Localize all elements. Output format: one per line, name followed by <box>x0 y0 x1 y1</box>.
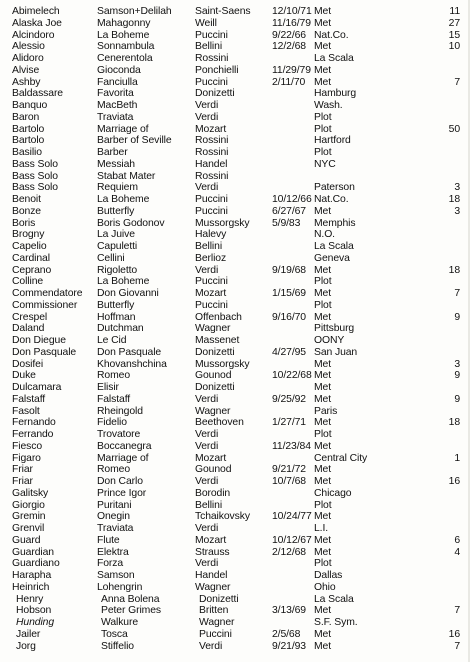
venue: Nat.Co. <box>314 29 349 41</box>
opera-title: Messiah <box>97 158 135 170</box>
opera-title: MacBeth <box>97 100 138 111</box>
composer: Mussorgsky <box>195 358 250 370</box>
composer: Massenet <box>195 335 240 346</box>
composer: Verdi <box>195 100 219 111</box>
venue: Met <box>314 417 332 429</box>
composer: Borodin <box>195 487 231 499</box>
composer: Wagner <box>195 581 231 593</box>
performance-date: 9/25/92 <box>272 393 306 405</box>
performance-date: 10/24/77 <box>272 511 312 523</box>
venue: La Scala <box>314 241 354 252</box>
opera-title: Tosca <box>101 628 128 640</box>
role-name: Basilio <box>12 147 42 158</box>
role-name: Grenvil <box>12 523 45 534</box>
opera-title: Romeo <box>97 370 130 382</box>
composer: Verdi <box>195 182 219 194</box>
composer: Beethoven <box>195 417 244 429</box>
opera-title: Le Cid <box>97 335 127 346</box>
performance-date: 5/9/83 <box>272 217 301 229</box>
role-name: Jailer <box>16 628 41 640</box>
role-name: Alessio <box>12 41 45 53</box>
performance-date: 10/7/68 <box>272 476 306 487</box>
role-name: Baron <box>12 111 40 123</box>
composer: Rossini <box>195 135 229 147</box>
role-name: Alaska Joe <box>12 17 62 29</box>
role-name: Fernando <box>12 417 56 429</box>
performance-count: 7 <box>454 640 460 652</box>
opera-title: Elektra <box>97 546 129 558</box>
venue: Nat.Co. <box>314 194 349 205</box>
venue: Plot <box>314 429 332 440</box>
opera-title: Fanciulla <box>97 76 138 88</box>
composer: Verdi <box>195 429 219 440</box>
venue: Met <box>314 311 332 323</box>
performance-date: 2/11/70 <box>272 76 306 88</box>
role-name: Boris <box>12 217 36 229</box>
role-name: Colline <box>12 276 44 288</box>
table-row <box>0 640 470 654</box>
opera-title: Gioconda <box>97 64 141 76</box>
venue: Met <box>314 393 332 405</box>
role-name: Cardinal <box>12 252 50 264</box>
performance-date: 12/10/71 <box>272 6 312 17</box>
role-name: Banquo <box>12 100 48 111</box>
role-name: Don Diegue <box>12 335 66 346</box>
role-name: Ferrando <box>12 429 54 440</box>
role-name: Friar <box>12 464 33 476</box>
opera-title: Butterfly <box>97 299 135 311</box>
role-name: Henry <box>16 593 44 605</box>
role-name: Heinrich <box>12 581 50 593</box>
venue: Plot <box>314 499 332 511</box>
venue: Met <box>314 628 332 640</box>
performance-count: 18 <box>448 194 460 205</box>
performance-count: 3 <box>454 358 460 370</box>
composer: Weill <box>195 17 217 29</box>
opera-title: Marriage of <box>97 123 149 135</box>
venue: Ohio <box>314 581 336 593</box>
role-name: Hunding <box>16 617 55 628</box>
composer: Donizetti <box>195 88 235 100</box>
role-name: Gremin <box>12 511 46 523</box>
venue: Met <box>314 41 332 53</box>
role-name: Fasolt <box>12 405 40 417</box>
opera-title: Peter Grimes <box>101 605 162 617</box>
venue: Met <box>314 640 332 652</box>
performance-count: 4 <box>454 546 460 558</box>
opera-title: Mahagonny <box>97 17 151 29</box>
role-name: Bartolo <box>12 123 45 135</box>
composer: Donizetti <box>199 593 239 605</box>
performance-date: 1/27/71 <box>272 417 306 429</box>
opera-title: Forza <box>97 558 124 570</box>
performance-date: 10/22/68 <box>272 370 312 382</box>
opera-title: Requiem <box>97 182 138 194</box>
venue: La Scala <box>314 593 354 605</box>
performance-date: 2/12/68 <box>272 546 306 558</box>
composer: Verdi <box>195 558 219 570</box>
venue: Met <box>314 440 332 452</box>
performance-count: 7 <box>454 288 460 299</box>
venue: NYC <box>314 158 336 170</box>
venue: Met <box>314 288 332 299</box>
opera-title: Samson+Delilah <box>97 6 172 17</box>
opera-title: Favorita <box>97 88 134 100</box>
opera-title: Anna Bolena <box>101 593 160 605</box>
composer: Verdi <box>195 476 219 487</box>
role-name: Alidoro <box>12 53 44 64</box>
opera-title: Don Carlo <box>97 476 143 487</box>
role-name: Alvise <box>12 64 40 76</box>
composer: Offenbach <box>195 311 242 323</box>
role-name: Dulcamara <box>12 382 62 393</box>
opera-title: Stabat Mater <box>97 170 156 182</box>
composer: Verdi <box>195 523 219 534</box>
venue: La Scala <box>314 53 354 64</box>
performance-count: 6 <box>454 534 460 546</box>
venue: Met <box>314 464 332 476</box>
opera-title: Traviata <box>97 111 134 123</box>
venue: Paterson <box>314 182 355 194</box>
composer: Puccini <box>195 29 228 41</box>
opera-title: Cenerentola <box>97 53 153 64</box>
role-name: Figaro <box>12 452 41 464</box>
performance-count: 1 <box>454 452 460 464</box>
role-name: Benoit <box>12 194 41 205</box>
role-name: Capelio <box>12 241 47 252</box>
role-name: Falstaff <box>12 393 46 405</box>
performance-count: 9 <box>454 370 460 382</box>
opera-title: Elisir <box>97 382 119 393</box>
opera-title: Lohengrin <box>97 581 143 593</box>
composer: Bellini <box>195 241 223 252</box>
performance-date: 9/16/70 <box>272 311 306 323</box>
venue: Geneva <box>314 252 350 264</box>
opera-title: Romeo <box>97 464 130 476</box>
performance-count: 27 <box>448 17 460 29</box>
opera-title: La Boheme <box>97 29 150 41</box>
performance-date: 11/29/79 <box>272 64 311 76</box>
opera-title: Traviata <box>97 523 134 534</box>
performance-date: 11/16/79 <box>272 17 311 29</box>
composer: Rossini <box>195 53 229 64</box>
venue: L.I. <box>314 523 329 534</box>
role-name: Bass Solo <box>12 170 58 182</box>
role-name: Don Pasquale <box>12 346 77 358</box>
venue: Plot <box>314 123 332 135</box>
composer: Wagner <box>199 617 235 628</box>
venue: San Juan <box>314 346 358 358</box>
performance-count: 15 <box>448 29 460 41</box>
opera-title: Stiffelio <box>101 640 134 652</box>
composer: Verdi <box>199 640 223 652</box>
opera-title: Capuletti <box>97 241 138 252</box>
opera-title: Butterfly <box>97 205 135 217</box>
opera-title: Fidelio <box>97 417 127 429</box>
venue: Met <box>314 17 332 29</box>
composer: Puccini <box>195 205 228 217</box>
performance-date: 10/12/67 <box>272 534 312 546</box>
role-name: Harapha <box>12 570 52 581</box>
opera-title: Flute <box>97 534 120 546</box>
composer: Mozart <box>195 123 227 135</box>
opera-title: Prince Igor <box>97 487 147 499</box>
opera-title: Cellini <box>97 252 125 264</box>
composer: Verdi <box>195 440 219 452</box>
role-name: Friar <box>12 476 33 487</box>
composer: Rossini <box>195 170 229 182</box>
opera-title: La Boheme <box>97 276 150 288</box>
performance-date: 12/2/68 <box>272 41 306 53</box>
opera-title: Walkure <box>101 617 139 628</box>
opera-title: Trovatore <box>97 429 141 440</box>
venue: Met <box>314 546 332 558</box>
composer: Strauss <box>195 546 230 558</box>
venue: Met <box>314 6 332 17</box>
role-name: Fiesco <box>12 440 43 452</box>
venue: OONY <box>314 335 345 346</box>
performance-count: 16 <box>448 476 460 487</box>
composer: Donizetti <box>195 382 235 393</box>
venue: Pittsburg <box>314 323 355 335</box>
role-name: Ceprano <box>12 264 52 276</box>
role-name: Commendatore <box>12 288 83 299</box>
composer: Bellini <box>195 41 223 53</box>
opera-title: Barber of Seville <box>97 135 172 147</box>
composer: Wagner <box>195 405 231 417</box>
composer: Puccini <box>195 76 228 88</box>
performance-date: 6/27/67 <box>272 205 306 217</box>
venue: S.F. Sym. <box>314 617 358 628</box>
venue: Met <box>314 264 332 276</box>
opera-title: Dutchman <box>97 323 144 335</box>
performance-date: 4/27/95 <box>272 346 306 358</box>
composer: Verdi <box>195 111 219 123</box>
performance-count: 10 <box>448 41 460 53</box>
performance-count: 50 <box>448 123 460 135</box>
composer: Saint-Saens <box>195 6 251 17</box>
venue: Wash. <box>314 100 343 111</box>
performance-count: 18 <box>448 417 460 429</box>
opera-title: La Boheme <box>97 194 150 205</box>
performance-count: 7 <box>454 605 460 617</box>
composer: Verdi <box>195 393 219 405</box>
role-name: Guardian <box>12 546 54 558</box>
venue: Met <box>314 205 332 217</box>
opera-title: Samson <box>97 570 135 581</box>
venue: Memphis <box>314 217 356 229</box>
composer: Rossini <box>195 147 229 158</box>
role-name: Alcindoro <box>12 29 55 41</box>
venue: Met <box>314 382 332 393</box>
composer: Bellini <box>195 499 223 511</box>
venue: Plot <box>314 147 332 158</box>
venue: Paris <box>314 405 338 417</box>
role-name: Daland <box>12 323 45 335</box>
composer: Mozart <box>195 452 227 464</box>
performance-date: 11/23/84 <box>272 440 311 452</box>
composer: Halevy <box>195 229 227 241</box>
role-name: Bartolo <box>12 135 45 147</box>
composer: Wagner <box>195 323 231 335</box>
role-name: Bass Solo <box>12 158 58 170</box>
venue: Met <box>314 511 332 523</box>
performance-date: 10/12/66 <box>272 194 312 205</box>
opera-title: La Juive <box>97 229 135 241</box>
role-name: Guardiano <box>12 558 60 570</box>
venue: Chicago <box>314 487 352 499</box>
venue: Plot <box>314 558 332 570</box>
venue: Dallas <box>314 570 343 581</box>
opera-title: Marriage of <box>97 452 149 464</box>
composer: Ponchielli <box>195 64 239 76</box>
opera-title: Barber <box>97 147 128 158</box>
opera-title: Puritani <box>97 499 132 511</box>
role-name: Dosifei <box>12 358 44 370</box>
venue: Met <box>314 76 332 88</box>
performance-date: 2/5/68 <box>272 628 301 640</box>
composer: Mozart <box>195 288 227 299</box>
opera-title: Rigoletto <box>97 264 138 276</box>
role-name: Commissioner <box>12 299 78 311</box>
performance-date: 9/21/93 <box>272 640 306 652</box>
role-name: Galitsky <box>12 487 49 499</box>
venue: Central City <box>314 452 368 464</box>
performance-count: 11 <box>449 6 460 17</box>
composer: Gounod <box>195 370 232 382</box>
role-name: Baldassare <box>12 88 63 100</box>
opera-title: Sonnambula <box>97 41 155 53</box>
opera-title: Boris Godonov <box>97 217 165 229</box>
role-name: Abimelech <box>12 6 60 17</box>
opera-title: Onegin <box>97 511 130 523</box>
composer: Mussorgsky <box>195 217 250 229</box>
composer: Handel <box>195 158 228 170</box>
performance-count: 18 <box>448 264 460 276</box>
composer: Donizetti <box>195 346 235 358</box>
venue: Met <box>314 534 332 546</box>
composer: Britten <box>199 605 229 617</box>
role-name: Crespel <box>12 311 48 323</box>
opera-title: Hoffman <box>97 311 136 323</box>
composer: Handel <box>195 570 228 581</box>
composer: Tchaikovsky <box>195 511 250 523</box>
venue: Plot <box>314 299 332 311</box>
performance-date: 9/21/72 <box>272 464 306 476</box>
composer: Puccini <box>195 299 228 311</box>
composer: Mozart <box>195 534 227 546</box>
role-name: Jorg <box>16 640 36 652</box>
role-name: Bass Solo <box>12 182 58 194</box>
composer: Puccini <box>195 276 228 288</box>
performance-count: 3 <box>454 205 460 217</box>
performance-date: 9/22/66 <box>272 29 306 41</box>
composer: Berlioz <box>195 252 227 264</box>
performance-count: 7 <box>454 76 460 88</box>
composer: Puccini <box>195 194 228 205</box>
role-name: Guard <box>12 534 41 546</box>
composer: Gounod <box>195 464 232 476</box>
composer: Verdi <box>195 264 219 276</box>
venue: Met <box>314 605 332 617</box>
performance-date: 9/19/68 <box>272 264 306 276</box>
performance-count: 3 <box>454 182 460 194</box>
venue: Met <box>314 358 332 370</box>
performance-count: 9 <box>454 311 460 323</box>
venue: N.O. <box>314 229 335 241</box>
venue: Plot <box>314 111 332 123</box>
composer: Puccini <box>199 628 232 640</box>
role-name: Ashby <box>12 76 41 88</box>
performance-count: 9 <box>454 393 460 405</box>
venue: Hamburg <box>314 88 357 100</box>
venue: Plot <box>314 276 332 288</box>
opera-title: Boccanegra <box>97 440 152 452</box>
role-name: Bonze <box>12 205 41 217</box>
opera-title: Rheingold <box>97 405 143 417</box>
role-name: Duke <box>12 370 36 382</box>
opera-title: Don Giovanni <box>97 288 159 299</box>
opera-title: Khovanshchina <box>97 358 167 370</box>
role-name: Giorgio <box>12 499 45 511</box>
venue: Met <box>314 64 332 76</box>
performance-count: 16 <box>448 628 460 640</box>
performance-date: 3/13/69 <box>272 605 306 617</box>
role-name: Hobson <box>16 605 52 617</box>
opera-title: Falstaff <box>97 393 131 405</box>
performance-date: 1/15/69 <box>272 288 306 299</box>
opera-title: Don Pasquale <box>97 346 162 358</box>
venue: Met <box>314 370 332 382</box>
venue: Met <box>314 476 332 487</box>
venue: Hartford <box>314 135 351 147</box>
role-name: Brogny <box>12 229 45 241</box>
